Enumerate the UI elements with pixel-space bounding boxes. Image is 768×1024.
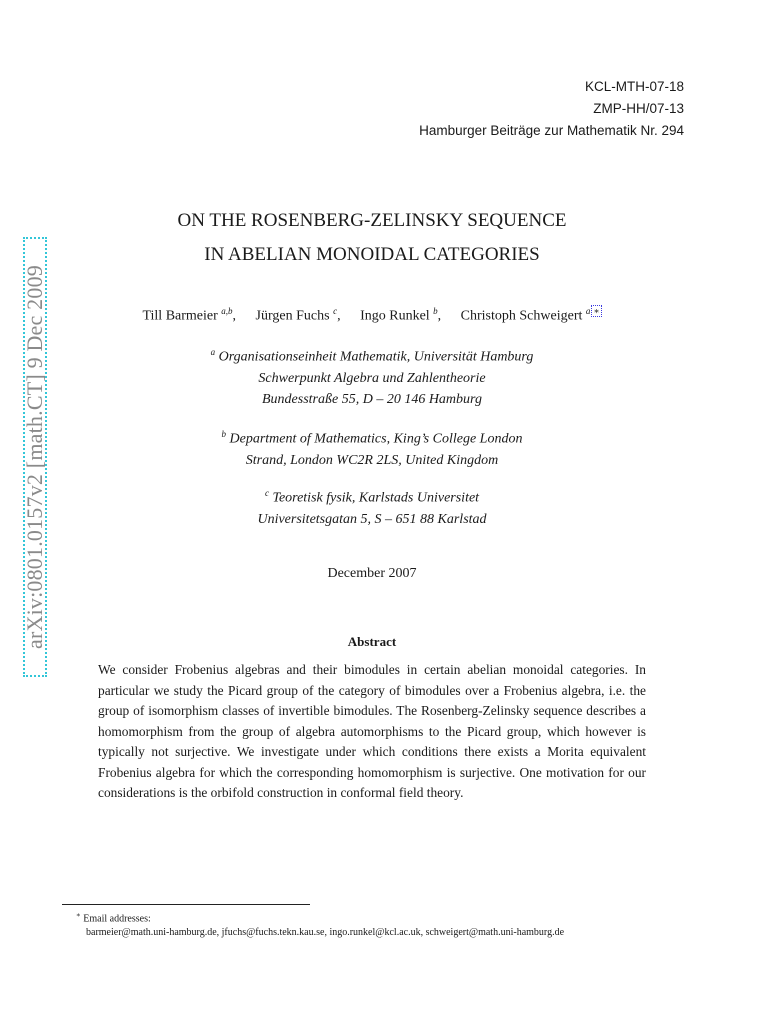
email-addresses: barmeier@math.uni-hamburg.de, jfuchs@fuchs.tekn.kau.se, ingo.runkel@kcl.ac.uk, schweigert@math.uni-hamburg.de	[86, 927, 565, 939]
paper-date: December 2007	[327, 566, 417, 581]
footnote	[76, 908, 696, 940]
author-name: Till Barmeier	[142, 308, 218, 324]
affil-line: Universitetsgatan 5, S – 651 88 Karlstad	[257, 511, 487, 527]
author-list: Till Barmeier $^{a,b}$, Jürgen Fuchs $^c$, Ingo Runkel $^b$, Christoph Schweigert $^a$ ∗	[142, 306, 600, 324]
affil-line: Strand, London WC2R 2LS, United Kingdom	[245, 452, 499, 468]
author-name: Jürgen Fuchs	[255, 308, 330, 324]
title-line: ON THE ROSENBERG-ZELINSKY SEQUENCE	[177, 210, 567, 231]
affil-line: Department of Mathematics, King’s College London	[229, 431, 523, 447]
affil-label: c	[264, 488, 269, 498]
author-name: Christoph Schweigert	[460, 308, 583, 324]
affil-line: Bundesstraße 55, D – 20 146 Hamburg	[262, 391, 482, 407]
author-affil-mark: a	[585, 306, 591, 316]
report-numbers	[419, 76, 684, 142]
affil-line: Organisationseinheit Mathematik, Universität Hamburg	[218, 349, 534, 365]
report-number: KCL-MTH-07-18	[584, 79, 684, 94]
affil-label: b	[221, 429, 227, 439]
abstract-heading: Abstract	[347, 634, 397, 649]
affil-line: Schwerpunkt Algebra und Zahlentheorie	[258, 370, 486, 386]
footnote-mark: ∗	[76, 911, 81, 919]
affiliation-a	[0, 342, 744, 410]
author-affil-mark: a,b	[221, 306, 233, 316]
paper-title	[0, 204, 744, 272]
affil-line: Teoretisk fysik, Karlstads Universitet	[272, 490, 480, 506]
affil-label: a	[210, 347, 216, 357]
footnote-link[interactable]: ∗	[593, 306, 600, 316]
affiliation-c	[0, 483, 744, 530]
author-name: Ingo Runkel	[360, 308, 430, 324]
footnote-rule	[62, 904, 310, 905]
affiliation-b	[0, 424, 744, 471]
abstract-text: We consider Frobenius algebras and their bimodules in certain abelian monoidal categories. In particular we study the Picard group of the category of bimodules over a Frobenius algebra, i.e. the group of isomorphism classes of invertible bimodules. The Rosenberg-Zelinsky sequence describes a homomorphism from the group of algebra automorphisms to the Picard group, which however is typically not surjective. We investigate under which conditions there exists a Morita equivalent Frobenius algebra for which the corresponding homomorphism is surjective. One motivation for our considerations is the orbifold construction in conformal field theory.	[98, 662, 646, 800]
report-number: Hamburger Beiträge zur Mathematik Nr. 294	[419, 123, 684, 138]
footnote-label: Email addresses:	[83, 913, 151, 925]
report-number: ZMP-HH/07-13	[593, 101, 684, 116]
title-line: IN ABELIAN MONOIDAL CATEGORIES	[204, 244, 540, 265]
author-affil-mark: b	[433, 306, 438, 316]
arxiv-id: arXiv:0801.0157v2 [math.CT] 9 Dec 2009	[22, 265, 47, 649]
author-affil-mark: c	[333, 306, 338, 316]
